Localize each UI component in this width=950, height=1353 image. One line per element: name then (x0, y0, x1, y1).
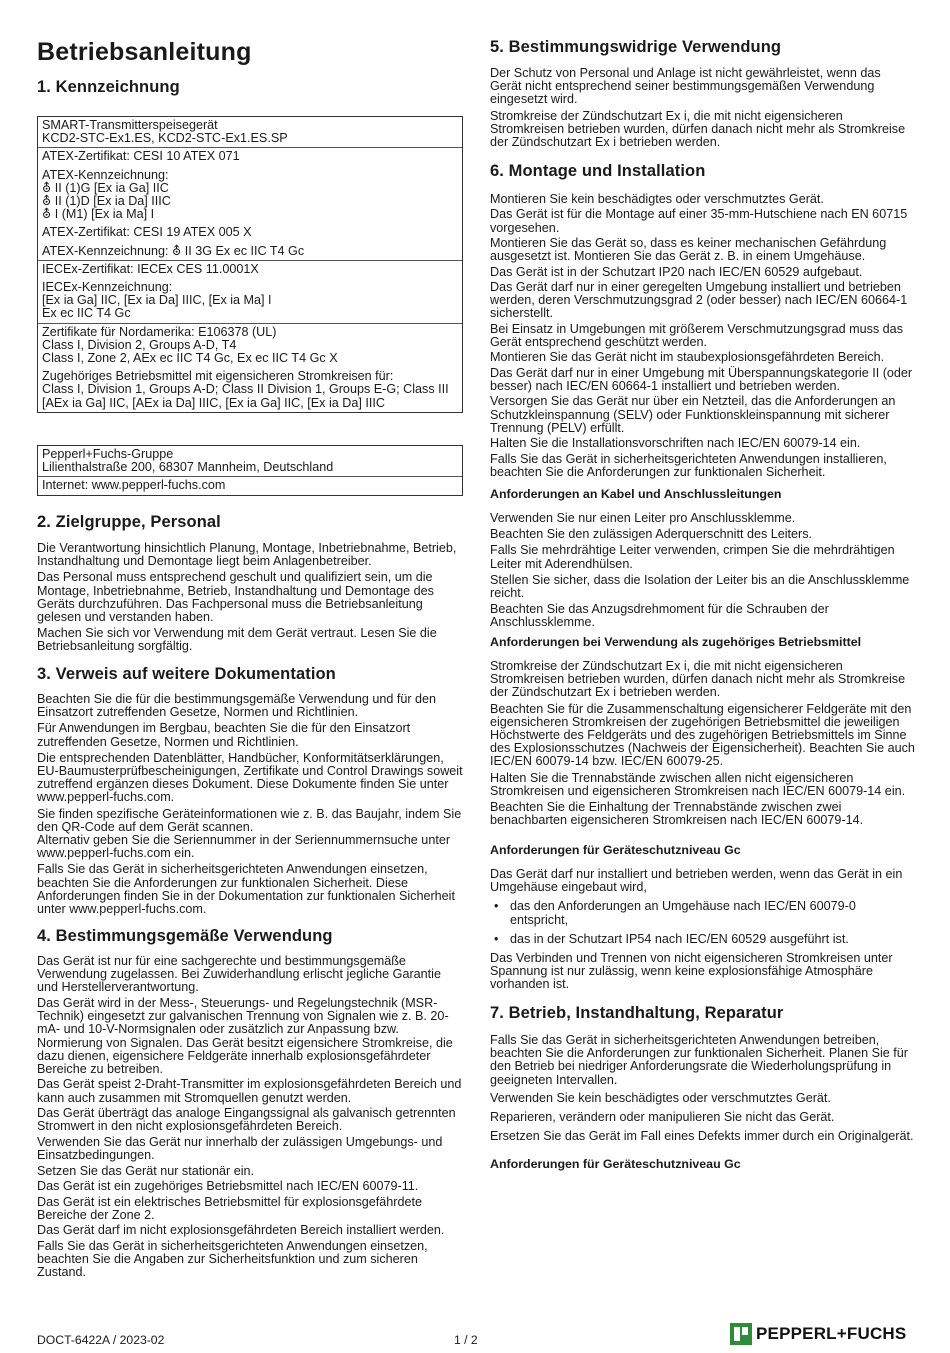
table1-cell (38, 324, 462, 412)
paragraph: Beachten Sie das Anzugsdrehmoment für die Schrauben der Anschlussklemme. (490, 602, 829, 630)
list-item: • das in der Schutzart IP54 nach IEC/EN 60529 ausgeführt ist. (490, 933, 915, 946)
table1-cell-text: Zertifikate für Nordamerika: E106378 (UL) Class I, Division 2, Groups A-D, T4 Class I, Zone 2, AEx ec IIC T4 Gc, Ex ec IIC T4 Gc X (42, 324, 338, 366)
paragraph: Das Gerät ist nur für eine sachgerechte und bestimmungsgemäße Verwendung zugelassen. Bei Zuwiderhandlung erlischt jegliche Garantie und Herstellerverantwortung. (37, 954, 441, 995)
section-2-heading: 2. Zielgruppe, Personal (37, 513, 221, 531)
gc-requirements-text (490, 868, 915, 992)
paragraph: Montieren Sie das Gerät so, dass es keiner mechanischen Gefährdung ausgesetzt ist. Montieren Sie das Gerät z. B. in einem Umgehäuse. (490, 235, 887, 264)
paragraph: Beachten Sie für die Zusammenschaltung eigensicherer Feldgeräte mit den eigensicheren Stromkreisen der zugehörigen Betriebsmittel die jeweiligen Höchstwerte des Feldgeräts und des zugehörigen Betriebsmittels im Sinne des Explosionsschutzes (Nachweis der Eigensicherheit). Beachten Sie auch IEC/EN 60079-14 bzw. IEC/EN 60079-25. (490, 701, 915, 769)
section-1-heading: 1. Kennzeichnung (37, 78, 180, 96)
paragraph: Verwenden Sie kein beschädigtes oder verschmutztes Gerät. (490, 1091, 831, 1106)
section-4-text (37, 955, 463, 1282)
paragraph: Verwenden Sie das Gerät nur innerhalb der zulässigen Umgebungs- und Einsatzbedingungen. (37, 1134, 443, 1163)
section-3-text (37, 693, 463, 919)
gc-outro: Das Verbinden und Trennen von nicht eigensicheren Stromkreisen unter Spannung ist nur zulässig, wenn keine explosionsfähige Atmosphäre vorhanden ist. (490, 951, 893, 992)
section-6-text (490, 193, 915, 481)
paragraph: Das Gerät ist ein zugehöriges Betriebsmittel nach IEC/EN 60079-11. (37, 1179, 419, 1194)
section-7-gc-heading: Anforderungen für Geräteschutzniveau Gc (490, 1157, 741, 1171)
paragraph: Die Verantwortung hinsichtlich Planung, Montage, Inbetriebnahme, Betrieb, Instandhaltung und Demontage liegt beim Anlagenbetreiber. (37, 541, 457, 569)
pf-logo-icon (730, 1323, 752, 1345)
section-3-heading: 3. Verweis auf weitere Dokumentation (37, 665, 336, 683)
paragraph: Das Gerät ist ein elektrisches Betriebsmittel für explosionsgefährdete Bereiche der Zone 2. (37, 1194, 422, 1222)
paragraph: Setzen Sie das Gerät nur stationär ein. (37, 1163, 255, 1178)
paragraph: Falls Sie das Gerät in sicherheitsgerichteten Anwendungen installieren, beachten Sie die Anforderungen zur funktionalen Sicherheit. (490, 451, 887, 479)
paragraph: Bei Einsatz in Umgebungen mit größerem Verschmutzungsgrad muss das Gerät entsprechend geschützt werden. (490, 321, 903, 349)
paragraph: Montieren Sie kein beschädigtes oder verschmutztes Gerät. (490, 192, 824, 206)
paragraph: Das Gerät darf nur in einer Umgebung mit Überspannungskategorie II (oder besser) nach IEC/EN 60664-1 installiert und betrieben werden. (490, 365, 913, 393)
associated-apparatus-text (490, 660, 915, 830)
list-item: • das den Anforderungen an Umgehäuse nach IEC/EN 60079-0 entspricht, (490, 900, 915, 926)
table1-cell-text: ATEX-Zertifikat: CESI 19 ATEX 005 X (42, 225, 252, 240)
paragraph: Das Gerät darf nur in einer geregelten Umgebung installiert und betrieben werden, deren Verschmutzungsgrad 2 (oder besser) nach IEC/EN 60664-1 sicherstellt. (490, 279, 908, 321)
paragraph: Beachten Sie die Einhaltung der Trennabstände zwischen zwei benachbarten eigensicheren Stromkreisen nach IEC/EN 60079-14. (490, 800, 864, 828)
paragraph: Stromkreise der Zündschutzart Ex i, die mit nicht eigensicheren Stromkreisen betrieben wurden, dürfen danach nicht mehr als Stromkreise der Zündschutzart Ex i betrieben werden. (490, 659, 906, 700)
table1-cell (38, 261, 462, 324)
paragraph: Die entsprechenden Datenblätter, Handbücher, Konformitätserklärungen, EU-Baumusterprüfbescheinigungen, Zertifikate und Control Drawings soweit zutreffend ergänzen dieses Dokument. Diese Dokumente finden Sie unter www.pepperl-fuchs.com. (37, 750, 463, 805)
table2-cell (38, 446, 462, 477)
section-6-heading: 6. Montage und Installation (490, 162, 706, 180)
manufacturer-table (37, 445, 463, 496)
paragraph: Der Schutz von Personal und Anlage ist nicht gewährleistet, wenn das Gerät nicht entsprechend seiner bestimmungsgemäßen Verwendung eingesetzt wird. (490, 66, 881, 107)
paragraph: Reparieren, verändern oder manipulieren Sie nicht das Gerät. (490, 1110, 835, 1125)
document-title: Betriebsanleitung (37, 38, 252, 66)
paragraph: Ersetzen Sie das Gerät im Fall eines Defekts immer durch ein Originalgerät. (490, 1128, 914, 1143)
table2-cell (38, 477, 462, 494)
page-number: 1 / 2 (454, 1333, 478, 1347)
table1-cell-text: ATEX-Zertifikat: CESI 10 ATEX 071 (42, 149, 240, 164)
section-4-heading: 4. Bestimmungsgemäße Verwendung (37, 927, 333, 945)
table1-cell (38, 148, 462, 260)
section-7-text (490, 1034, 915, 1148)
paragraph: Falls Sie das Gerät in sicherheitsgerichteten Anwendungen betreiben, beachten Sie die Anforderungen zur funktionalen Sicherheit. Planen Sie für den Betrieb bei niedriger Anforderungsrate die Wiederholungsprüfung in geeigneten Intervallen. (490, 1033, 908, 1087)
cable-requirements-heading: Anforderungen an Kabel und Anschlussleitungen (490, 487, 782, 501)
paragraph: Falls Sie das Gerät in sicherheitsgerichteten Anwendungen einsetzen, beachten Sie die Angaben zur Sicherheitsfunktion und zum sicheren Zustand. (37, 1238, 428, 1280)
paragraph: Das Gerät darf im nicht explosionsgefährdeten Bereich installiert werden. (37, 1223, 445, 1238)
paragraph: Falls Sie mehrdrähtige Leiter verwenden, crimpen Sie die mehrdrähtigen Leiter mit Aderendhülsen. (490, 543, 895, 571)
table1-cell-text: ATEX-Kennzeichnung: ⛢ II (1)G [Ex ia Ga] IIC ⛢ II (1)D [Ex ia Da] IIIC ⛢ I (M1) [Ex ia Ma] I (42, 167, 171, 222)
section-7-heading: 7. Betrieb, Instandhaltung, Reparatur (490, 1004, 784, 1022)
paragraph: Das Gerät wird in der Mess-, Steuerungs- und Regelungstechnik (MSR-Technik) eingesetzt zur galvanischen Trennung von Signalen wie z. B. 20-mA- und 10-V-Normsignalen oder zusätzlich zur Anpassung bzw. Normierung von Signalen. Das Gerät besitzt eigensichere Stromkreise, die dazu dienen, eigensichere Feldgeräte innerhalb explosionsgefährdeter Bereiche zu betreiben. (37, 995, 453, 1076)
table1-cell-text: SMART-Transmitterspeisegerät KCD2-STC-Ex1.ES, KCD2-STC-Ex1.ES.SP (42, 118, 288, 146)
paragraph: Das Gerät überträgt das analoge Eingangssignal als galvanisch getrennten Stromwert in den nicht explosionsgefährdeten Bereich. (37, 1106, 456, 1134)
gc-bullet-list (490, 900, 915, 946)
marking-table (37, 116, 463, 413)
company-logo (730, 1323, 906, 1345)
paragraph: Falls Sie das Gerät in sicherheitsgerichteten Anwendungen einsetzen, beachten Sie die Anforderungen zur funktionalen Sicherheit. Diese Anforderungen finden Sie in der Dokumentation zur funktionalen Sicherheit unter www.pepperl-fuchs.com. (37, 862, 455, 917)
section-2-text (37, 542, 463, 657)
cable-requirements-text (490, 512, 915, 633)
table2-cell-text: Pepperl+Fuchs-Gruppe Lilienthalstraße 200, 68307 Mannheim, Deutschland (42, 447, 334, 475)
paragraph: Halten Sie die Trennabstände zwischen allen nicht eigensicheren Stromkreisen und eigensicheren Stromkreisen nach IEC/EN 60079-14 ein. (490, 770, 906, 798)
paragraph: Beachten Sie die für die bestimmungsgemäße Verwendung und für den Einsatzort zutreffenden Gesetze, Normen und Richtlinien. (37, 692, 437, 720)
document-number: DOCT-6422A / 2023-02 (37, 1333, 165, 1347)
paragraph: Das Gerät ist für die Montage auf einer 35-mm-Hutschiene nach EN 60715 vorgesehen. (490, 207, 908, 235)
paragraph: Für Anwendungen im Bergbau, beachten Sie die für den Einsatzort zutreffenden Gesetze, Normen und Richtlinien. (37, 721, 411, 749)
paragraph: Stellen Sie sicher, dass die Isolation der Leiter bis an die Anschlussklemme reicht. (490, 572, 910, 601)
table1-cell-text: ATEX-Kennzeichnung: ⛢ II 3G Ex ec IIC T4 Gc (42, 243, 305, 258)
paragraph: Machen Sie sich vor Verwendung mit dem Gerät vertraut. Lesen Sie die Betriebsanleitung sorgfältig. (37, 626, 437, 654)
gc-intro: Das Gerät darf nur installiert und betrieben werden, wenn das Gerät in ein Umgehäuse eingebaut wird, (490, 867, 903, 895)
paragraph: Beachten Sie den zulässigen Aderquerschnitt des Leiters. (490, 527, 813, 542)
paragraph: Halten Sie die Installationsvorschriften nach IEC/EN 60079-14 ein. (490, 436, 861, 451)
paragraph: Das Gerät speist 2-Draht-Transmitter im explosionsgefährdeten Bereich und kann auch zusammen mit Stromquellen genutzt werden. (37, 1077, 462, 1105)
paragraph: Verwenden Sie nur einen Leiter pro Anschlussklemme. (490, 511, 796, 525)
gc-requirements-heading: Anforderungen für Geräteschutzniveau Gc (490, 843, 741, 857)
paragraph: Das Personal muss entsprechend geschult und qualifiziert sein, um die Montage, Inbetriebnahme, Betrieb, Instandhaltung und Demontage des Geräts durchzuführen. Das Fachpersonal muss die Betriebsanleitung gelesen und verstanden haben. (37, 570, 434, 625)
table2-cell-text: Internet: www.pepperl-fuchs.com (42, 478, 226, 493)
table1-cell-text: Zugehöriges Betriebsmittel mit eigensicheren Stromkreisen für: Class I, Division 1, Groups A-D; Class II Division 1, Groups E-G; Class III [AEx ia Ga] IIC, [AEx ia Da] IIIC, [Ex ia Ga] IIC, [Ex ia Da] IIIC (42, 369, 449, 410)
table1-cell (38, 117, 462, 148)
paragraph: Das Gerät ist in der Schutzart IP20 nach IEC/EN 60529 aufgebaut. (490, 264, 863, 279)
table1-cell-text: IECEx-Zertifikat: IECEx CES 11.0001X (42, 261, 259, 276)
section-5-text (490, 67, 915, 152)
paragraph: Stromkreise der Zündschutzart Ex i, die mit nicht eigensicheren Stromkreisen betrieben wurden, dürfen danach nicht mehr als Stromkreise der Zündschutzart Ex i betrieben werden. (490, 108, 906, 150)
section-5-heading: 5. Bestimmungswidrige Verwendung (490, 38, 782, 56)
table1-cell-text: IECEx-Kennzeichnung: [Ex ia Ga] IIC, [Ex ia Da] IIIC, [Ex ia Ma] I Ex ec IIC T4 Gc (42, 280, 272, 321)
paragraph: Versorgen Sie das Gerät nur über ein Netzteil, das die Anforderungen an Schutzkleinspannung (SELV) oder Funktionskleinspannung mit sicherer Trennung (PELV) erfüllt. (490, 394, 896, 435)
logo-text: PEPPERL+FUCHS (756, 1324, 907, 1343)
paragraph: Sie finden spezifische Geräteinformationen wie z. B. das Baujahr, indem Sie den QR-Code auf dem Gerät scannen. Alternativ geben Sie die Seriennummer in der Seriennummernsuche unter www.pepperl-fuchs.com ein. (37, 806, 462, 861)
associated-apparatus-heading: Anforderungen bei Verwendung als zugehöriges Betriebsmittel (490, 635, 862, 649)
paragraph: Montieren Sie das Gerät nicht im staubexplosionsgefährdeten Bereich. (490, 350, 885, 365)
